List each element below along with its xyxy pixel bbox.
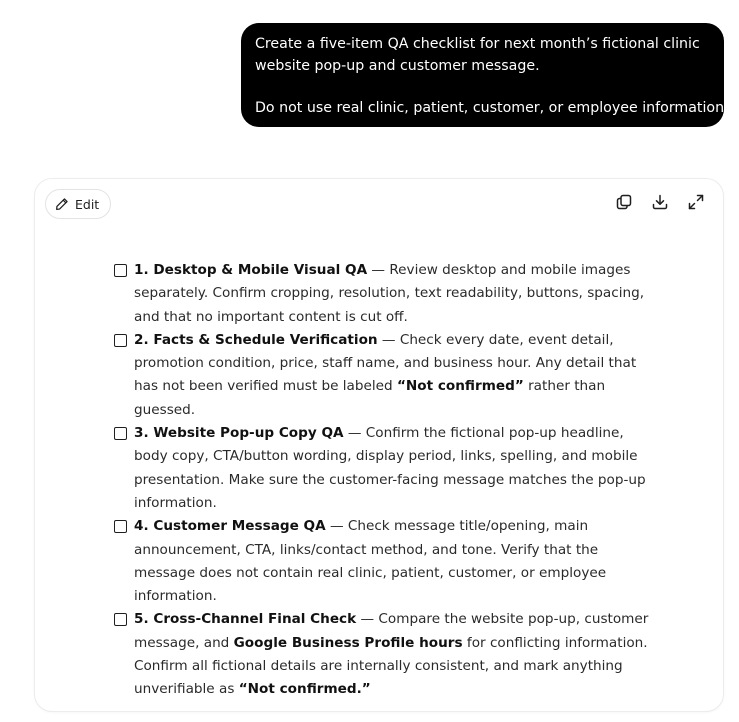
pencil-icon [55,197,69,211]
user-message-line: Do not use real clinic, patient, customer, or employee information. [255,100,729,116]
user-message-line: Create a five-item QA checklist for next month’s fictional clinic [255,36,700,52]
checkbox[interactable] [114,264,127,277]
item-text: — Check every date, event detail, promotion condition, price, staff name, and business hour. Any detail that has not been verified must be labeled [134,331,637,395]
checkbox[interactable] [114,427,127,440]
item-title: 4. Customer Message QA [134,518,326,535]
expand-icon [687,193,705,211]
download-button[interactable] [651,193,669,211]
checklist-item [114,515,659,608]
download-icon [651,193,669,211]
user-message-line: website pop-up and customer message. [255,57,540,74]
copy-icon [615,193,633,211]
canvas-document [34,178,724,712]
item-text: — Review desktop and mobile images separately. Confirm cropping, resolution, text readability, buttons, spacing, and that no important content is cut off. [134,262,645,325]
item-text: — Check message title/opening, main announcement, CTA, links/contact method, and tone. Verify that the message does not contain real clinic, patient, customer, or employee information. [134,518,607,605]
item-title: 2. Facts & Schedule Verification [134,331,378,348]
edit-label: Edit [75,196,100,212]
item-title: 5. Cross-Channel Final Check [134,611,357,628]
item-text: — Compare the website pop-up, customer message, and [134,611,649,651]
user-message-bubble [241,23,729,127]
item-emphasis: “Not confirmed” [396,378,524,395]
item-text: rather than guessed. [134,378,606,418]
checkbox[interactable] [114,613,127,626]
checklist-item [114,329,659,422]
checklist-item [114,608,659,701]
checklist-item [114,259,659,329]
checklist-item [114,422,659,515]
item-title: 1. Desktop & Mobile Visual QA [134,262,368,278]
copy-button[interactable] [615,193,633,211]
item-text: for conflicting information. Confirm all fictional details are internally consistent, and mark anything unverifiable as [134,634,648,698]
expand-button[interactable] [687,193,705,211]
checkbox[interactable] [114,334,127,347]
edit-button[interactable] [45,189,111,219]
checkbox[interactable] [114,520,127,533]
item-text: — Confirm the fictional pop-up headline, body copy, CTA/button wording, display period, links, spelling, and mobile presentation. Make sure the customer-facing message matches the pop-up information. [134,425,646,511]
qa-checklist [114,259,659,702]
item-emphasis: “Not confirmed.” [238,681,371,698]
canvas-toolbar [615,193,705,211]
item-title: 3. Website Pop-up Copy QA [134,425,344,442]
item-emphasis: Google Business Profile hours [233,634,463,651]
